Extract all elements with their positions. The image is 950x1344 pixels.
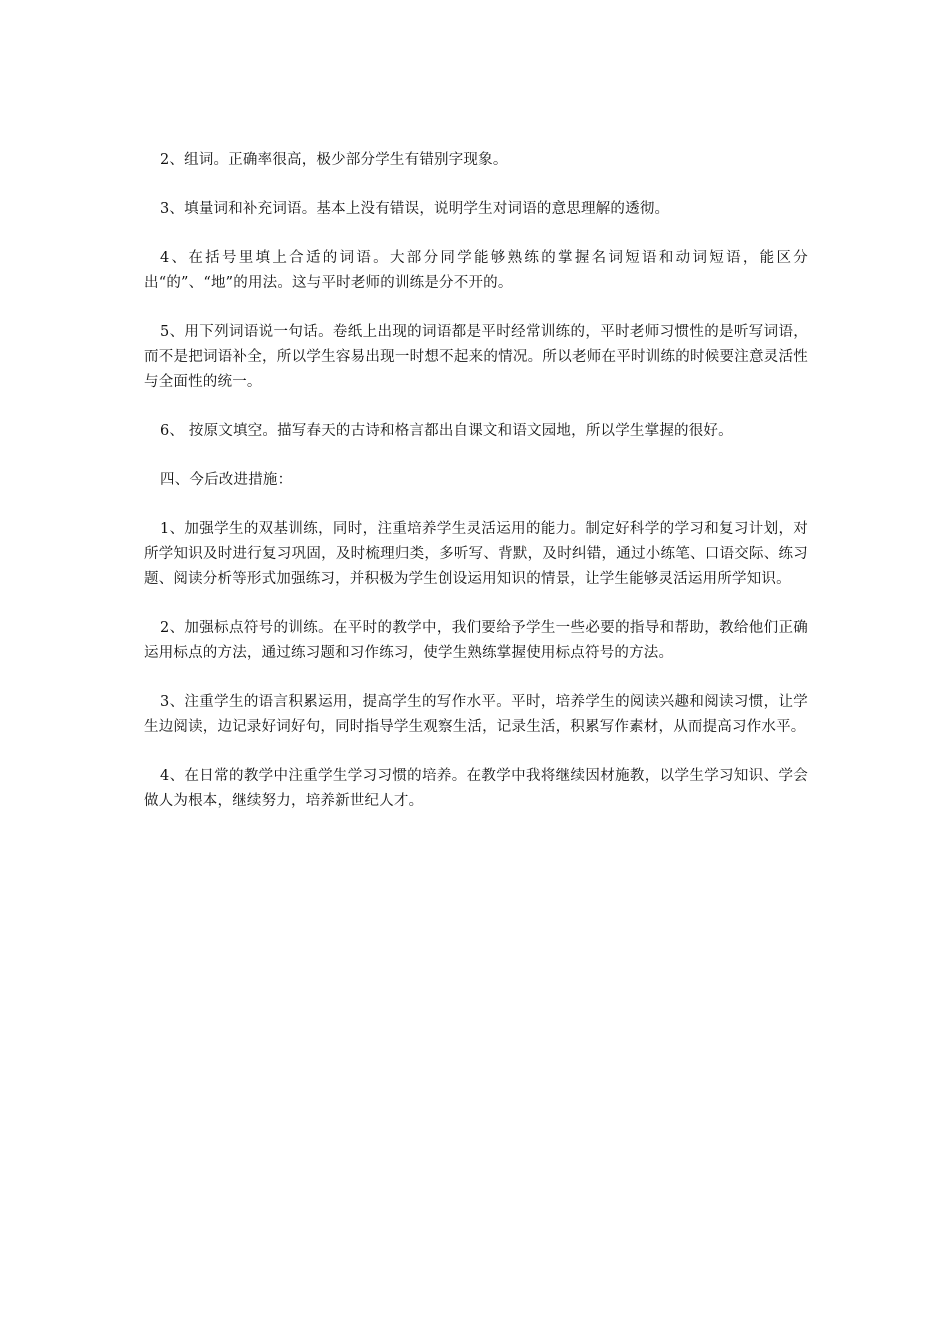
paragraph-item-4-fill-brackets: 4、在括号里填上合适的词语。大部分同学能够熟练的掌握名词短语和动词短语，能区分出“的”、“地”的用法。这与平时老师的训练是分不开的。 <box>144 250 808 291</box>
paragraph-item-6-fill-original-text: 6、 按原文填空。描写春天的古诗和格言都出自课文和语文园地，所以学生掌握的很好。 <box>160 423 733 439</box>
paragraph-measure-4-study-habits: 4、在日常的教学中注重学生学习习惯的培养。在教学中我将继续因材施教，以学生学习知识、学会做人为根本，继续努力，培养新世纪人才。 <box>144 768 808 809</box>
paragraph-measure-3-language-accumulation: 3、注重学生的语言积累运用，提高学生的写作水平。平时，培养学生的阅读兴趣和阅读习惯，让学生边阅读，边记录好词好句，同时指导学生观察生活，记录生活，积累写作素材，从而提高习作水平。 <box>144 694 808 735</box>
paragraph-measure-1-basic-training: 1、加强学生的双基训练，同时，注重培养学生灵活运用的能力。制定好科学的学习和复习计划，对所学知识及时进行复习巩固，及时梳理归类，多听写、背默，及时纠错，通过小练笔、口语交际、练习题、阅读分析等形式加强练习，并积极为学生创设运用知识的情景，让学生能够灵活运用所学知识。 <box>144 521 808 587</box>
paragraph-item-2-word-formation: 2、组词。正确率很高，极少部分学生有错别字现象。 <box>160 152 508 168</box>
paragraph-measure-2-punctuation: 2、加强标点符号的训练。在平时的教学中，我们要给予学生一些必要的指导和帮助，教给他们正确运用标点的方法，通过练习题和习作练习，使学生熟练掌握使用标点符号的方法。 <box>144 620 808 661</box>
paragraph-item-5-sentence-making: 5、用下列词语说一句话。卷纸上出现的词语都是平时经常训练的，平时老师习惯性的是听写词语，而不是把词语补全，所以学生容易出现一时想不起来的情况。所以老师在平时训练的时候要注意灵活性与全面性的统一。 <box>144 324 808 390</box>
document-page <box>144 148 808 838</box>
paragraph-item-3-measure-words: 3、填量词和补充词语。基本上没有错误，说明学生对词语的意思理解的透彻。 <box>160 201 670 217</box>
section-heading-improvement-measures: 四、今后改进措施： <box>160 472 293 488</box>
